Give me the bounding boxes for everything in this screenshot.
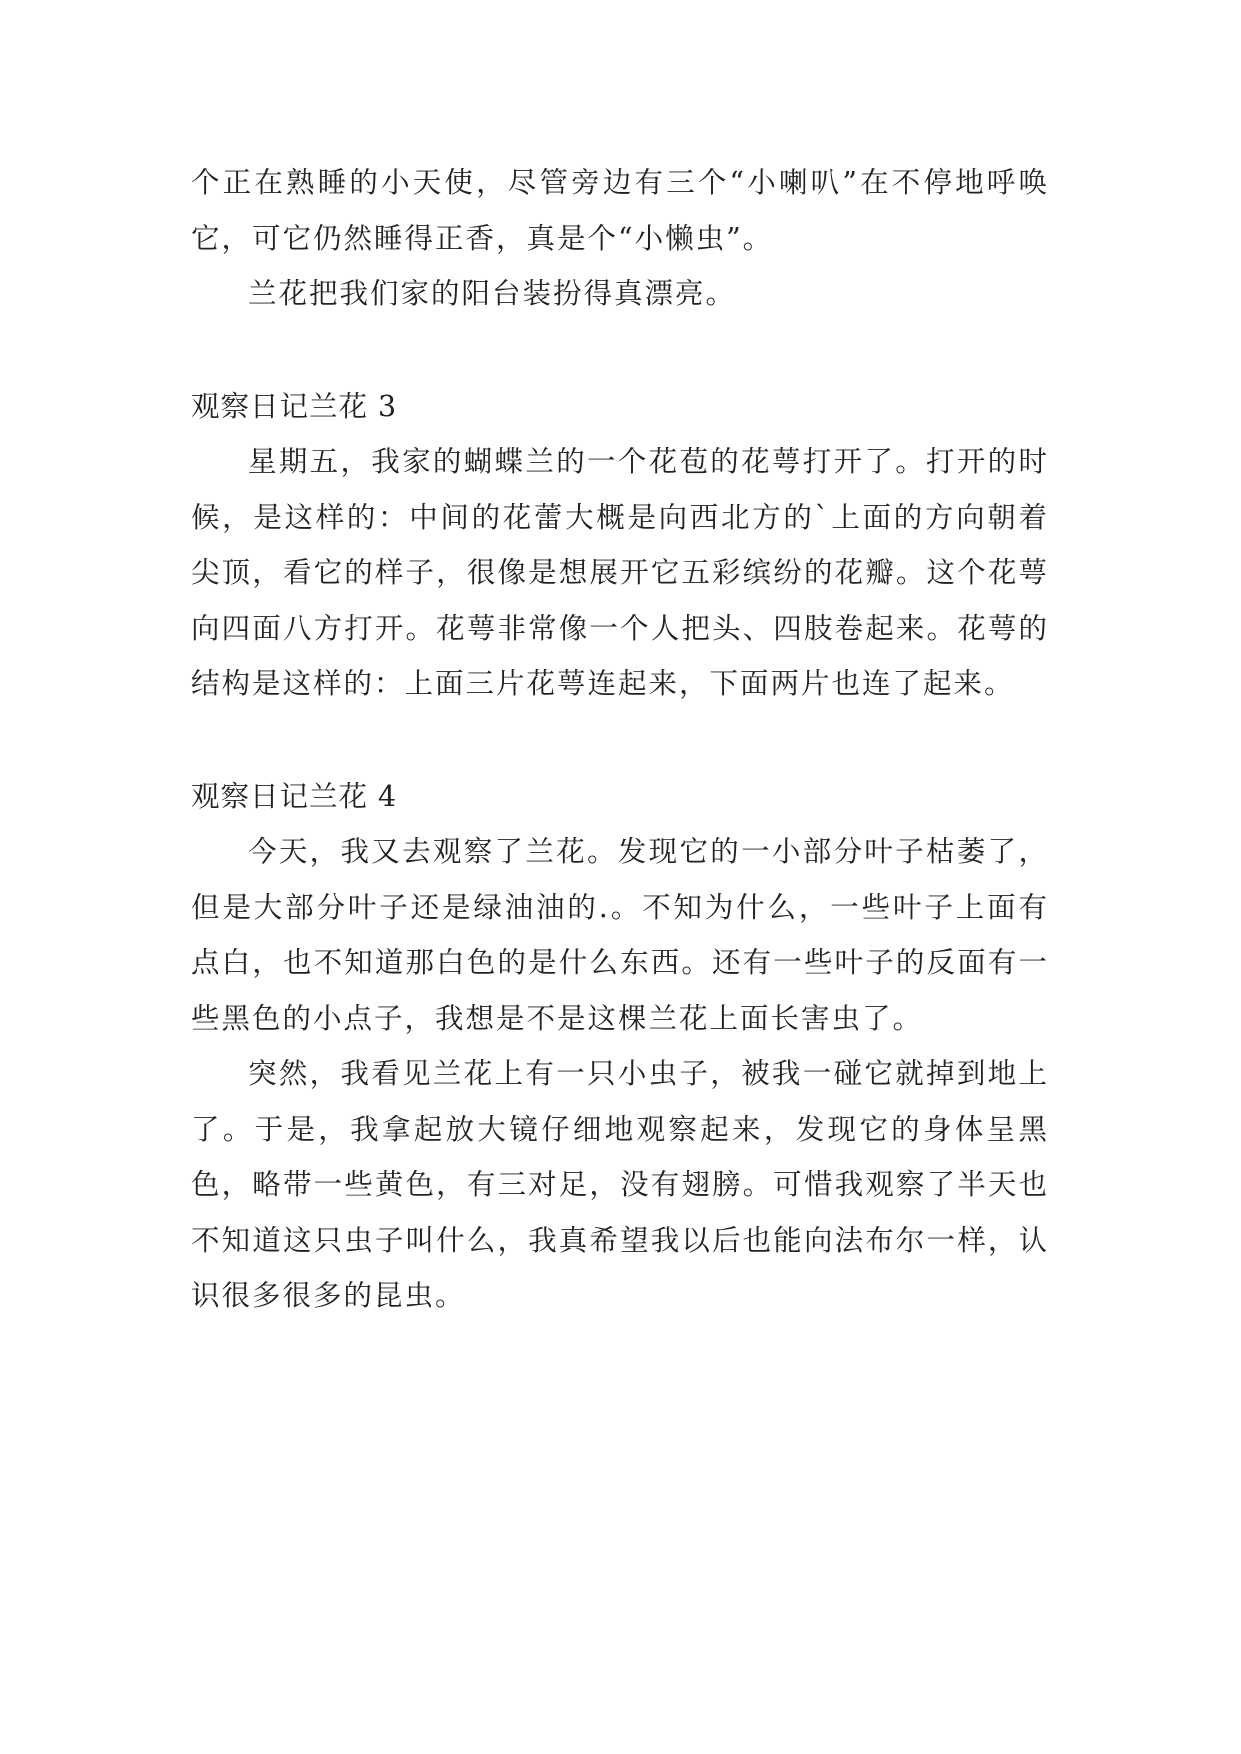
- paragraph-section-4-first: 今天，我又去观察了兰花。发现它的一小部分叶子枯萎了，但是大部分叶子还是绿油油的.。不知为什么，一些叶子上面有点白，也不知道那白色的是什么东西。还有一些叶子的反面有一些黑色的小点子，我想是不是这棵兰花上面长害虫了。: [191, 835, 1049, 1035]
- document-body: [191, 155, 1049, 1324]
- section-heading-4: 观察日记兰花 4: [191, 779, 398, 813]
- section-heading-3: 观察日记兰花 3: [191, 389, 398, 423]
- paragraph-balcony: 兰花把我们家的阳台装扮得真漂亮。: [248, 277, 737, 310]
- section-spacer: [191, 712, 1049, 769]
- section-spacer: [191, 322, 1049, 379]
- paragraph-section-3: 星期五，我家的蝴蝶兰的一个花苞的花萼打开了。打开的时候，是这样的：中间的花蕾大概是向西北方的`上面的方向朝着尖顶，看它的样子，很像是想展开它五彩缤纷的花瓣。这个花萼向四面八方打开。花萼非常像一个人把头、四肢卷起来。花萼的结构是这样的：上面三片花萼连起来，下面两片也连了起来。: [191, 445, 1049, 700]
- paragraph-section-4-second: 突然，我看见兰花上有一只小虫子，被我一碰它就掉到地上了。于是，我拿起放大镜仔细地观察起来，发现它的身体呈黑色，略带一些黄色，有三对足，没有翅膀。可惜我观察了半天也不知道这只虫子叫什么，我真希望我以后也能向法布尔一样，认识很多很多的昆虫。: [191, 1057, 1049, 1312]
- paragraph-continuation: 个正在熟睡的小天使，尽管旁边有三个“小喇叭”在不停地呼唤它，可它仍然睡得正香，真是个“小懒虫”。: [191, 166, 1049, 255]
